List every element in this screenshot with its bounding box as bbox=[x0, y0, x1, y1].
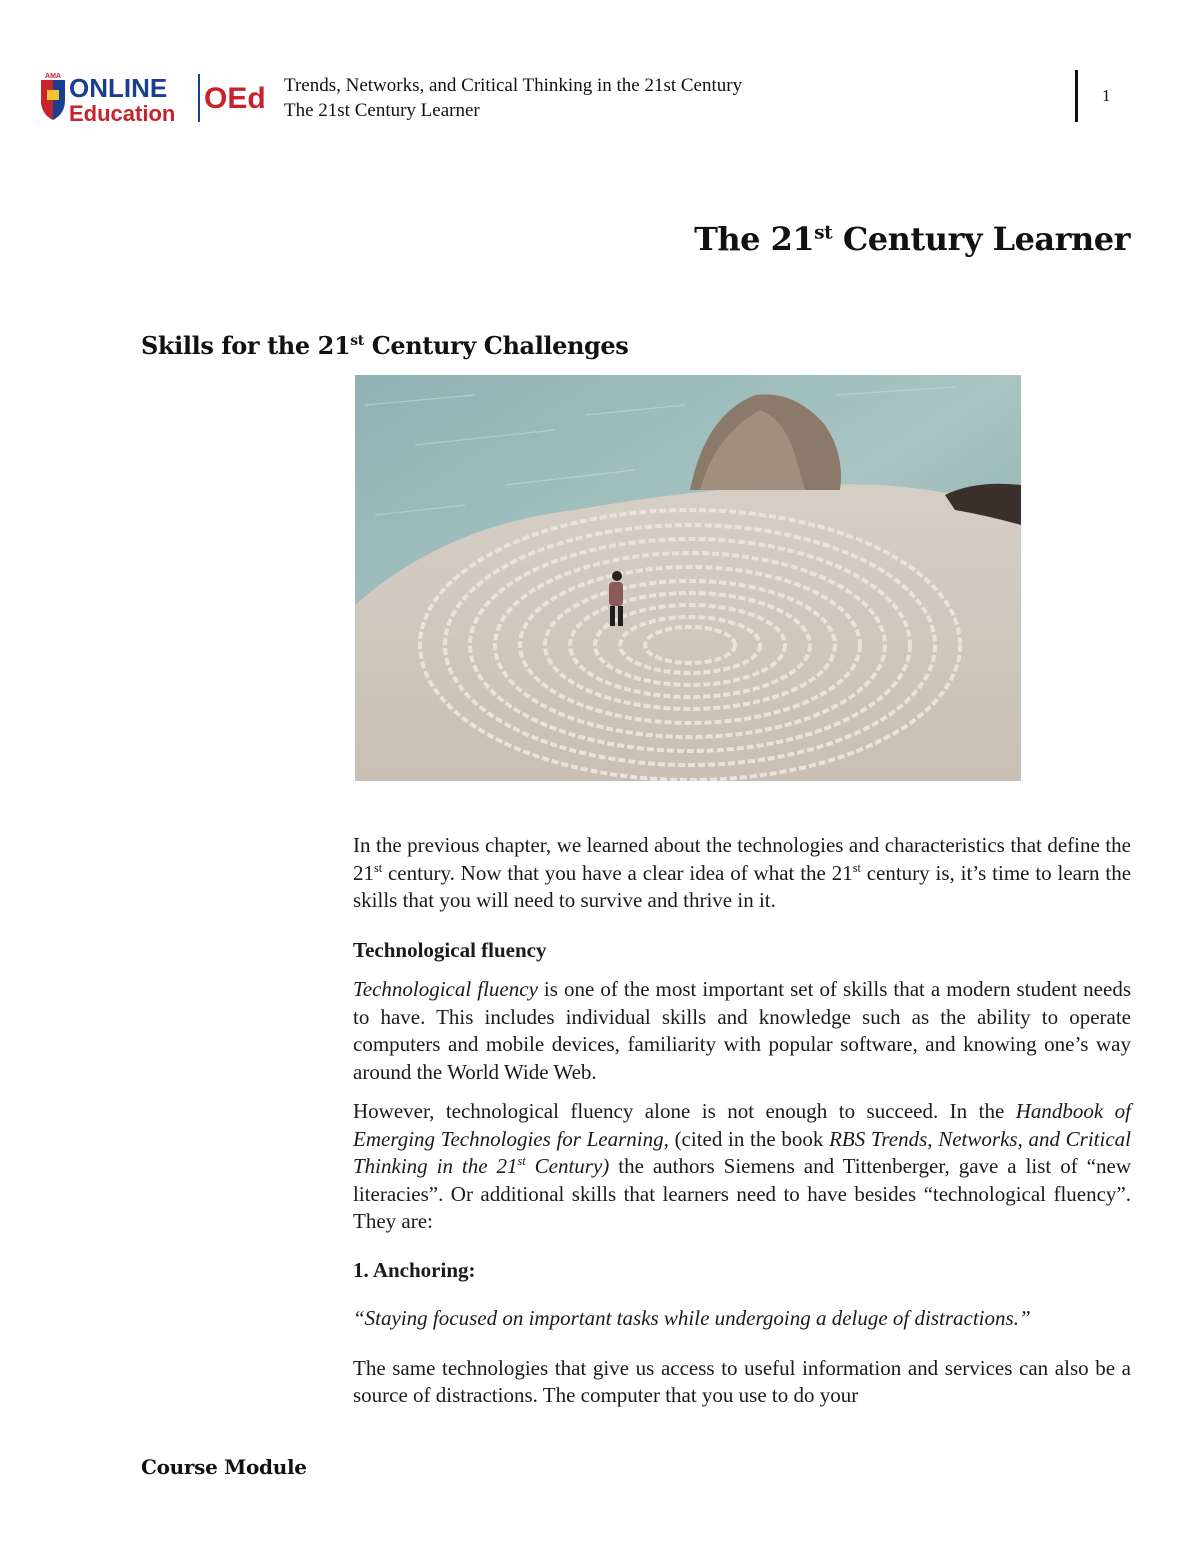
logo-word-online: ONLINE bbox=[69, 73, 168, 103]
logo-abbrev: OEd bbox=[204, 82, 266, 115]
page-title: The 21st Century Learner bbox=[694, 220, 1130, 258]
technological-fluency-heading: Technological fluency bbox=[353, 937, 547, 962]
however-paragraph: However, technological fluency alone is not enough to succeed. In the Handbook of Emerging Technologies for Learning, (cited in the book RBS Trends, Networks, and Critical Thinking in the 21st Century) the authors Siemens and Tittenberger, gave a list of “new literacies”. Or additional skills that learners need to have besides “technological fluency”. They are: bbox=[353, 1099, 1132, 1233]
page-number: 1 bbox=[1102, 86, 1111, 105]
online-education-logo bbox=[38, 70, 270, 126]
technological-fluency-paragraph: Technological fluency is one of the most important set of skills that a modern student needs to have. This includes individual skills and knowledge such as the ability to operate computers and mobile devices, familiarity with popular software, and knowing one’s way around the World Wide Web. bbox=[353, 977, 1131, 1084]
anchoring-heading: 1. Anchoring: bbox=[353, 1257, 476, 1282]
course-title: Trends, Networks, and Critical Thinking in the 21st Century bbox=[284, 75, 743, 96]
logo-word-education: Education bbox=[69, 101, 176, 126]
anchoring-quote: “Staying focused on important tasks while undergoing a deluge of distractions.” bbox=[353, 1306, 1031, 1330]
anchoring-paragraph: The same technologies that give us access to useful information and services can also be a source of distractions. The computer that you use to do your bbox=[353, 1355, 1131, 1407]
logo-top-label: AMA bbox=[45, 73, 61, 80]
running-header bbox=[284, 73, 742, 123]
section-heading: Skills for the 21st Century Challenges bbox=[141, 331, 629, 360]
labyrinth-photo bbox=[355, 375, 1021, 781]
intro-paragraph: In the previous chapter, we learned about the technologies and characteristics that define the 21st century. Now that you have a clear idea of what the 21st century is, it’s time to learn the skills that you will need to survive and thrive in it. bbox=[353, 833, 1132, 912]
body-content bbox=[353, 832, 1131, 1410]
module-title: The 21st Century Learner bbox=[284, 100, 480, 121]
footer-label: Course Module bbox=[141, 1455, 307, 1479]
header-divider bbox=[1075, 70, 1078, 122]
